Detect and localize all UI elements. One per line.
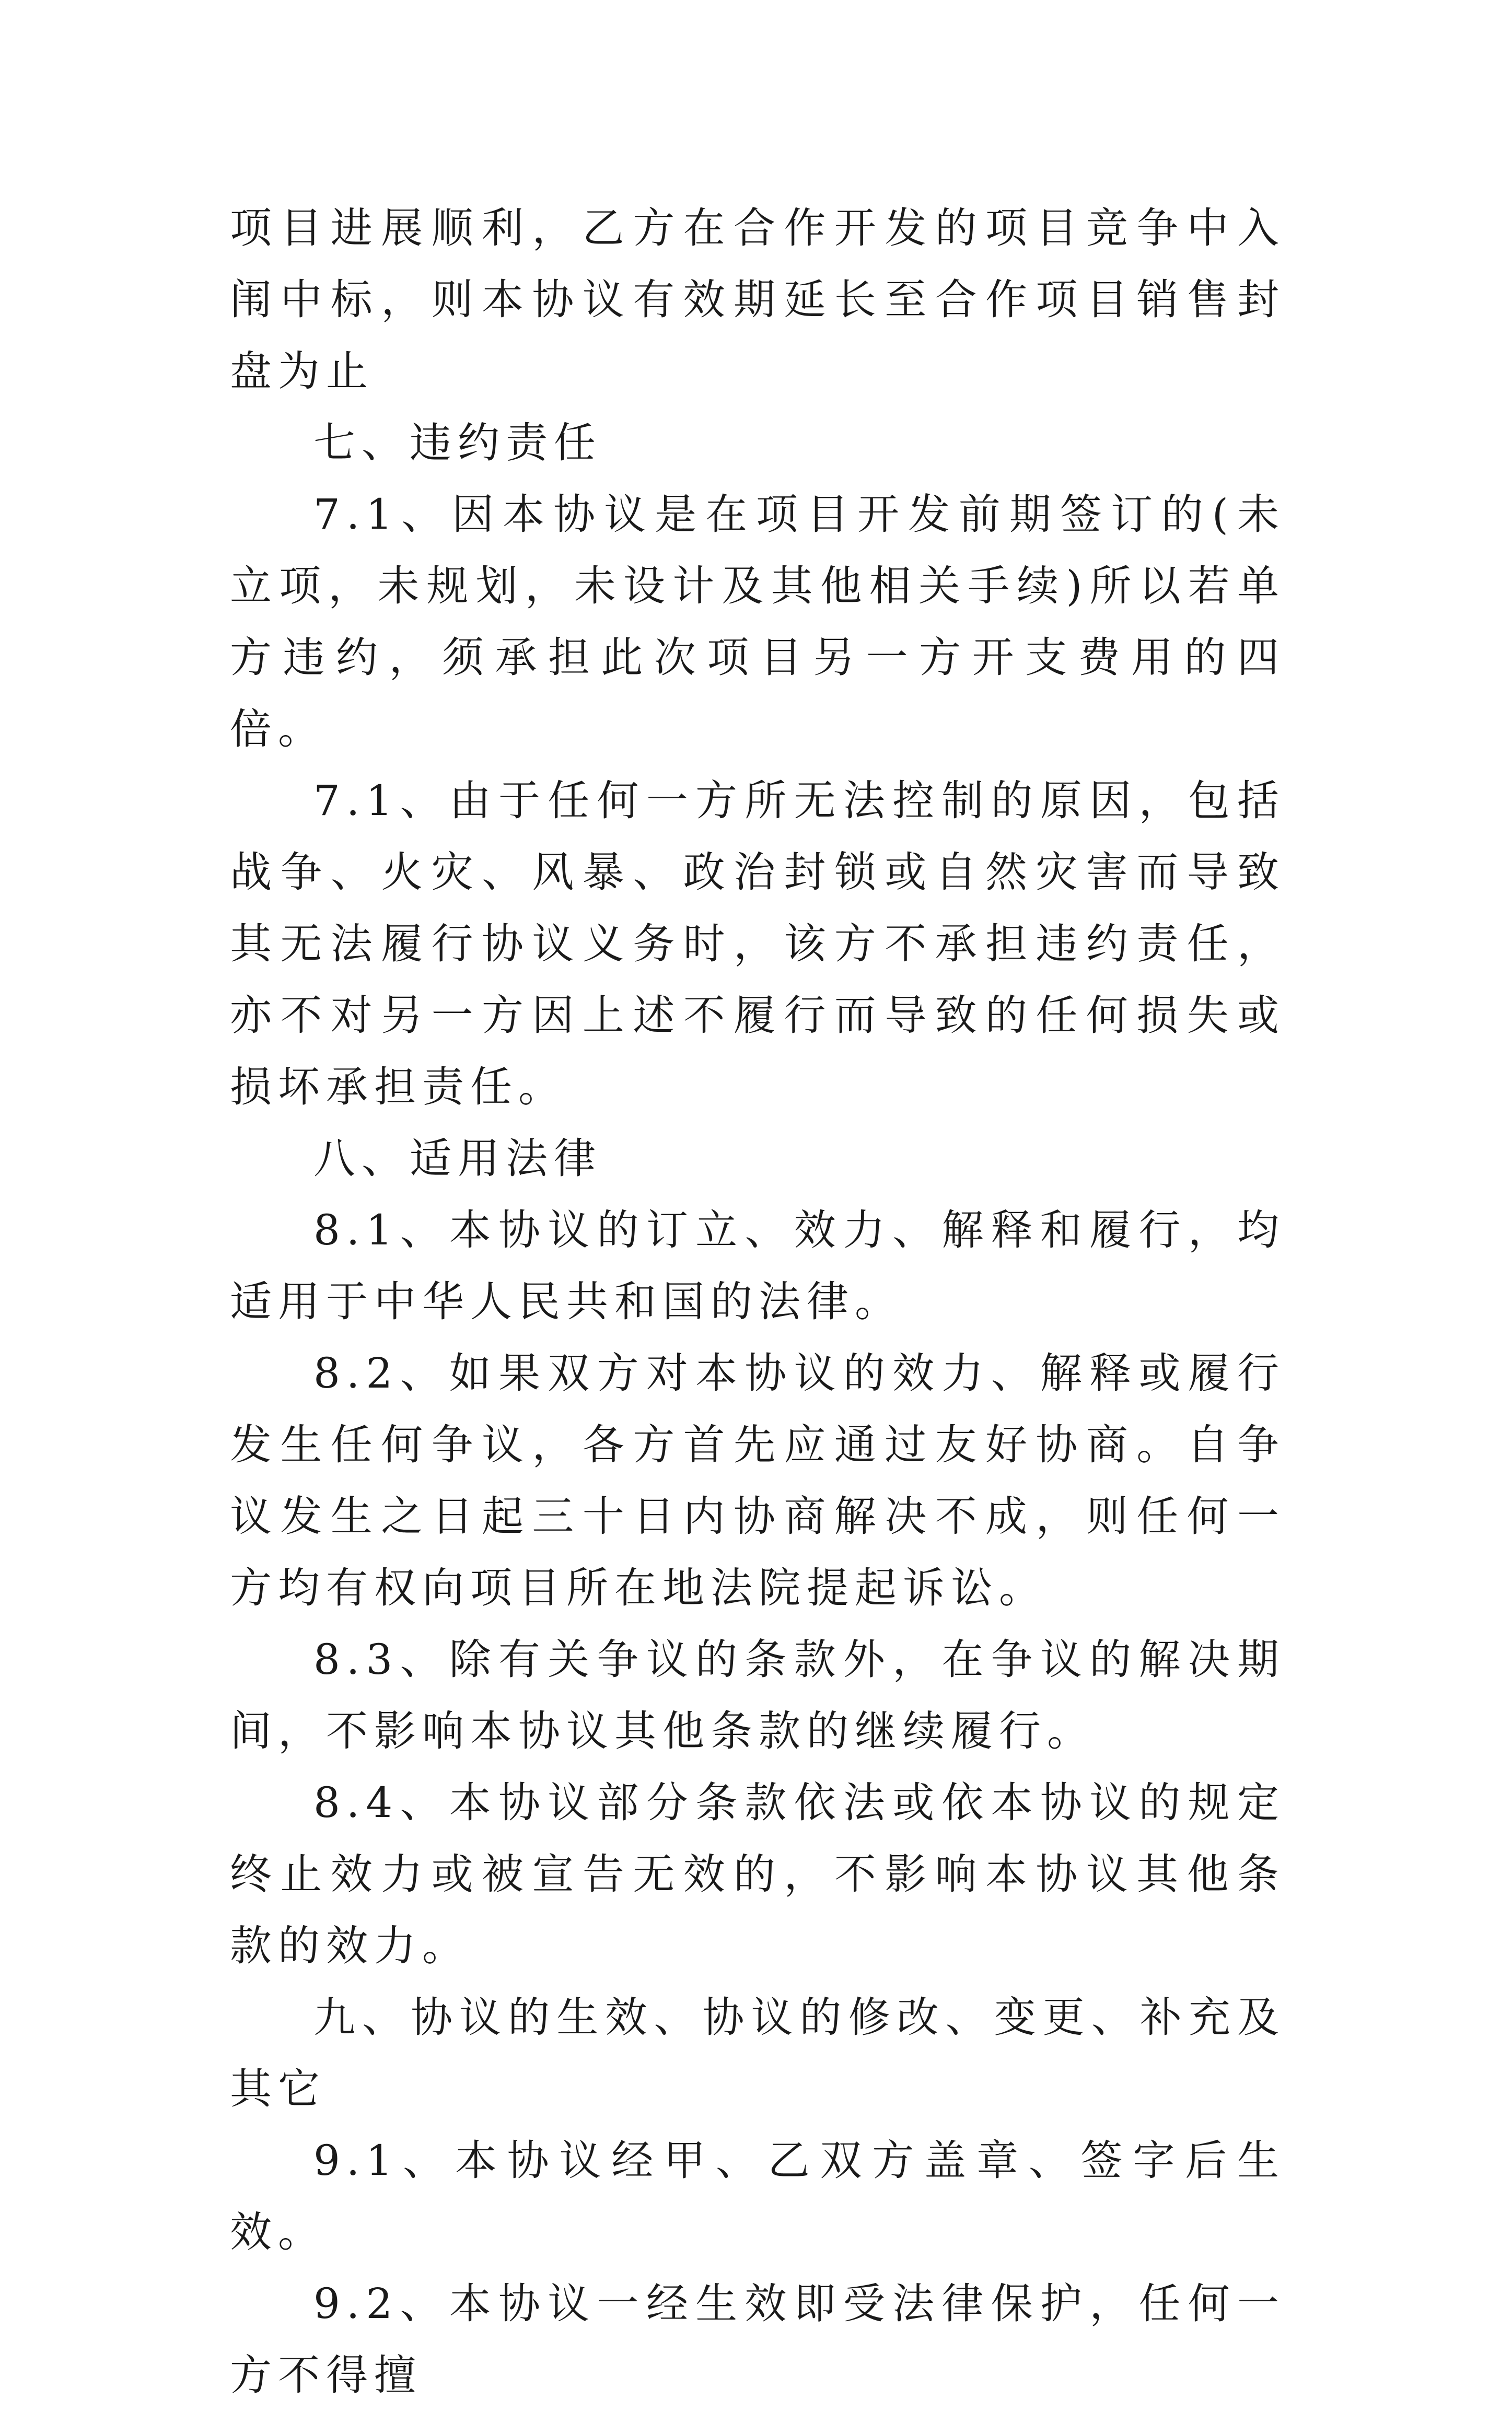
section-heading-applicable-law: 八、适用法律 bbox=[313, 1134, 602, 1183]
document-body bbox=[230, 192, 1285, 2411]
clause-8-2: 8.2、如果双方对本协议的效力、解释或履行发生任何争议，各方首先应通过友好协商。自争议发生之日起三十日内协商解决不成，则任何一方均有权向项目所在地法院提起诉讼。 bbox=[230, 1349, 1285, 1612]
paragraph-continuation: 项目进展顺利，乙方在合作开发的项目竞争中入闱中标，则本协议有效期延长至合作项目销售封盘为止 bbox=[230, 204, 1285, 395]
clause-8-4: 8.4、本协议部分条款依法或依本协议的规定终止效力或被宣告无效的，不影响本协议其他条款的效力。 bbox=[230, 1778, 1285, 1970]
section-heading-effectiveness: 九、协议的生效、协议的修改、变更、补充及其它 bbox=[230, 1993, 1285, 2113]
section-heading-breach-liability: 七、违约责任 bbox=[313, 418, 602, 467]
clause-9-1: 9.1、本协议经甲、乙双方盖章、签字后生效。 bbox=[230, 2136, 1285, 2256]
clause-7-1-b: 7.1、由于任何一方所无法控制的原因，包括战争、火灾、风暴、政治封锁或自然灾害而导致其无法履行协议义务时，该方不承担违约责任，亦不对另一方因上述不履行而导致的任何损失或损坏承担责任。 bbox=[230, 776, 1285, 1111]
clause-7-1-a: 7.1、因本协议是在项目开发前期签订的(未立项，未规划，未设计及其他相关手续)所以若单方违约，须承担此次项目另一方开支费用的四倍。 bbox=[230, 490, 1285, 753]
clause-9-2: 9.2、本协议一经生效即受法律保护，任何一方不得擅 bbox=[230, 2279, 1285, 2400]
clause-8-3: 8.3、除有关争议的条款外，在争议的解决期间，不影响本协议其他条款的继续履行。 bbox=[230, 1635, 1285, 1755]
clause-8-1: 8.1、本协议的订立、效力、解释和履行，均适用于中华人民共和国的法律。 bbox=[230, 1206, 1285, 1326]
